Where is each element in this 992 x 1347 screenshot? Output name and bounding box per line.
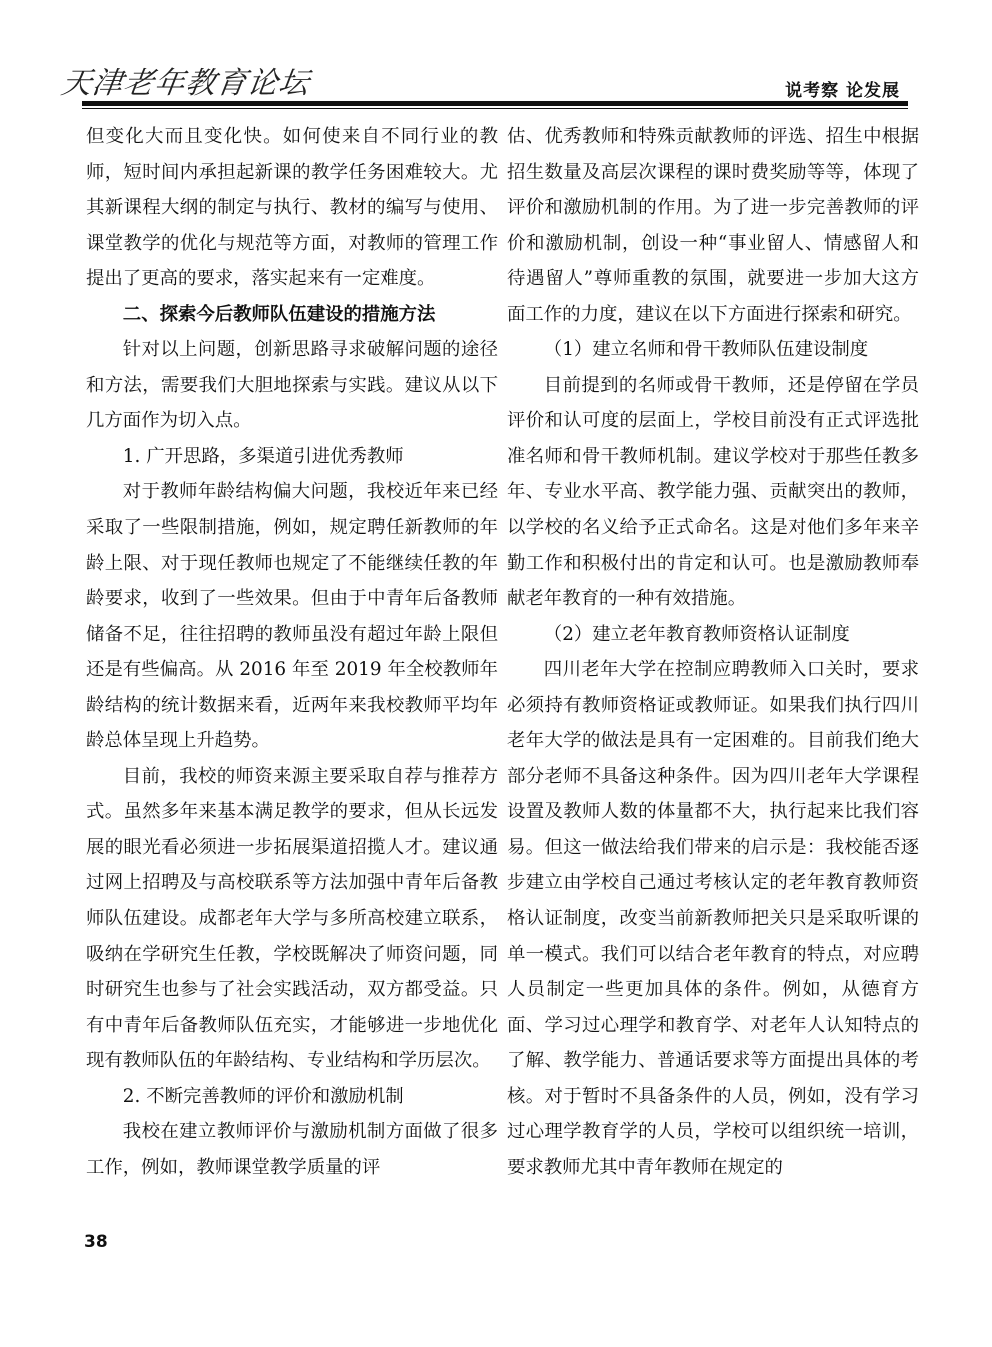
section-title: 说考察 论发展 bbox=[785, 81, 900, 101]
paragraph: 估、优秀教师和特殊贡献教师的评选、招生中根据招生数量及高层次课程的课时费奖励等等，体现了评价和激励机制的作用。为了进一步完善教师的评价和激励机制，创设一种“事业留人、情感留人和待遇留人”尊师重教的氛围，就要进一步加大这方面工作的力度，建议在以下方面进行探索和研究。 bbox=[507, 126, 919, 325]
paragraph: 针对以上问题，创新思路寻求破解问题的途径和方法，需要我们大胆地探索与实践。建议从以下几方面作为切入点。 bbox=[86, 339, 498, 432]
paragraph: 目前提到的名师或骨干教师，还是停留在学员评价和认可度的层面上，学校目前没有正式评选批准名师和骨干教师机制。建议学校对于那些任教多年、专业水平高、教学能力强、贡献突出的教师，以学校的名义给予正式命名。这是对他们多年来辛勤工作和积极付出的肯定和认可。也是激励教师奉献老年教育的一种有效措施。 bbox=[507, 374, 919, 610]
page-number: 38 bbox=[84, 1232, 108, 1252]
left-column bbox=[86, 119, 498, 1185]
paragraph: 目前，我校的师资来源主要采取自荐与推荐方式。虽然多年来基本满足教学的要求，但从长远发展的眼光看必须进一步拓展渠道招揽人才。建议通过网上招聘及与高校联系等方法加强中青年后备教师队伍建设。成都老年大学与多所高校建立联系，吸纳在学研究生任教，学校既解决了师资问题，同时研究生也参与了社会实践活动，双方都受益。只有中青年后备教师队伍充实，才能够进一步地优化现有教师队伍的年龄结构、专业结构和学历层次。 bbox=[86, 765, 498, 1072]
subsection-heading: 2. 不断完善教师的评价和激励机制 bbox=[122, 1085, 404, 1107]
right-column bbox=[507, 119, 919, 1185]
paragraph: 四川老年大学在控制应聘教师入口关时，要求必须持有教师资格证或教师证。如果我们执行四川老年大学的做法是具有一定困难的。目前我们绝大部分老师不具备这种条件。因为四川老年大学课程设置及教师人数的体量都不大，执行起来比我们容易。但这一做法给我们带来的启示是：我校能否逐步建立由学校自己通过考核认定的老年教育教师资格认证制度，改变当前新教师把关只是采取听课的单一模式。我们可以结合老年教育的特点，对应聘人员制定一些更加具体的条件。例如，从德育方面、学习过心理学和教育学、对老年人认知特点的了解、教学能力、普通话要求等方面提出具体的考核。对于暂时不具备条件的人员，例如，没有学习过心理学教育学的人员，学校可以组织统一培训，要求教师尤其中青年教师在规定的 bbox=[507, 659, 919, 1178]
header-rule-thick bbox=[82, 101, 908, 106]
paragraph: 但变化大而且变化快。如何使来自不同行业的教师，短时间内承担起新课的教学任务困难较大。尤其新课程大纲的制定与执行、教材的编写与使用、课堂教学的优化与规范等方面，对教师的管理工作提出了更高的要求，落实起来有一定难度。 bbox=[86, 126, 498, 290]
journal-title: 天津老年教育论坛 bbox=[59, 66, 312, 101]
subsection-heading: 1. 广开思路，多渠道引进优秀教师 bbox=[122, 445, 404, 467]
paragraph: 我校在建立教师评价与激励机制方面做了很多工作，例如，教师课堂教学质量的评 bbox=[86, 1121, 498, 1178]
section-heading: 二、探索今后教师队伍建设的措施方法 bbox=[122, 303, 436, 325]
subsection-heading: （1）建立名师和骨干教师队伍建设制度 bbox=[543, 339, 869, 361]
header-rule-thin bbox=[82, 108, 908, 109]
subsection-heading: （2）建立老年教育教师资格认证制度 bbox=[543, 623, 850, 645]
paragraph: 对于教师年龄结构偏大问题，我校近年来已经采取了一些限制措施，例如，规定聘任新教师的年龄上限、对于现任教师也规定了不能继续任教的年龄要求，收到了一些效果。但由于中青年后备教师储备不足，往往招聘的教师虽没有超过年龄上限但还是有些偏高。从 2016 年至 2019 年全校教师年龄结构的统计数据来看，近两年来我校教师平均年龄总体呈现上升趋势。 bbox=[86, 481, 498, 752]
